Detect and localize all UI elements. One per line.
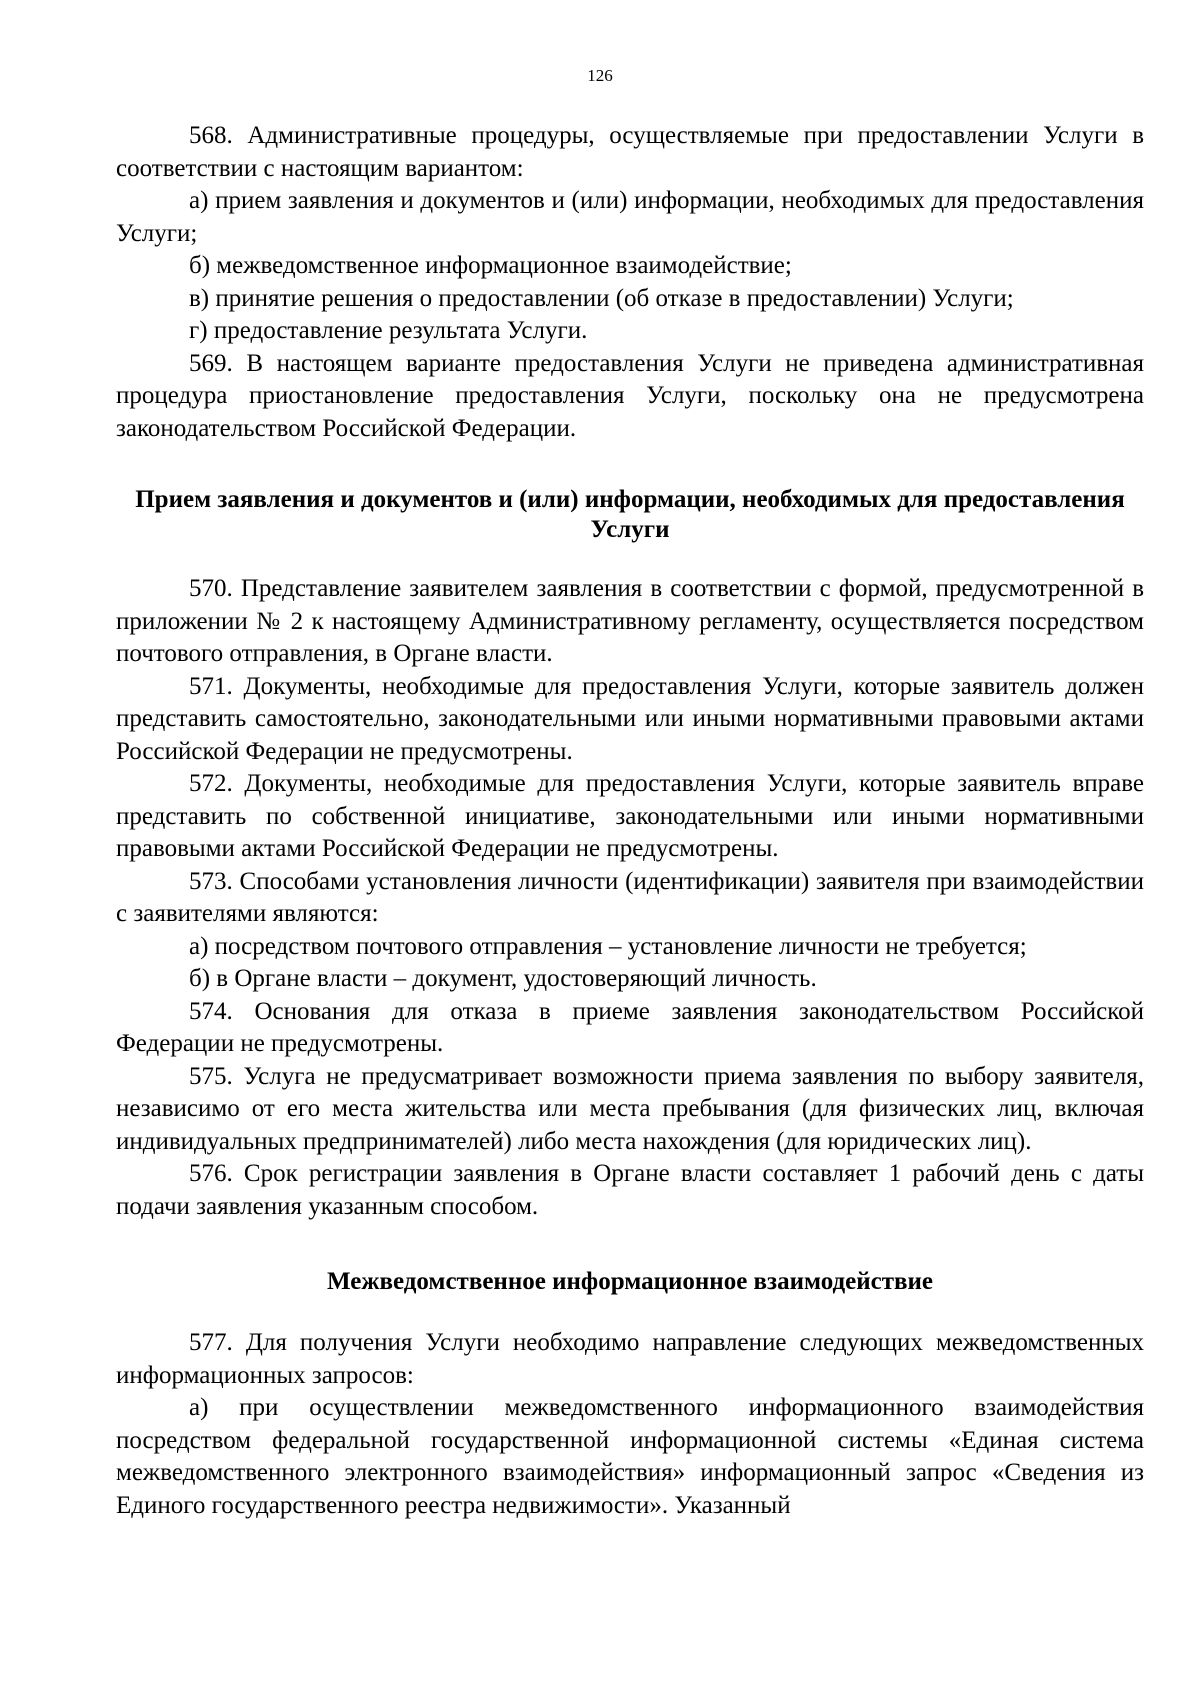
paragraph-573: 573. Способами установления личности (идентификации) заявителя при взаимодействии с заявителями являются: xyxy=(116,867,1144,927)
paragraph-576: 576. Срок регистрации заявления в Органе власти составляет 1 рабочий день с даты подачи заявления указанным способом. xyxy=(116,1160,1144,1220)
paragraph-568: 568. Административные процедуры, осуществляемые при предоставлении Услуги в соответствии с настоящим вариантом: xyxy=(116,122,1144,182)
paragraph-574: 574. Основания для отказа в приеме заявления законодательством Российской Федерации не предусмотрены. xyxy=(116,997,1144,1057)
list-item-577-a: а) при осуществлении межведомственного информационного взаимодействия посредством федеральной государственной информационной системы «Единая система межведомственного электронного взаимодействия» информационный запрос «Сведения из Единого государственного реестра недвижимости». Указанный xyxy=(116,1394,1144,1519)
list-item-573-b: б) в Органе власти – документ, удостоверяющий личность. xyxy=(189,965,817,992)
paragraph-570: 570. Представление заявителем заявления в соответствии с формой, предусмотренной в приложении № 2 к настоящему Административному регламенту, осуществляется посредством почтового отправления, в Органе власти. xyxy=(116,575,1144,667)
paragraph-575: 575. Услуга не предусматривает возможности приема заявления по выбору заявителя, независимо от его места жительства или места пребывания (для физических лиц, включая индивидуальных предпринимателей) либо места нахождения (для юридических лиц). xyxy=(116,1062,1144,1155)
list-item-g: г) предоставление результата Услуги. xyxy=(189,317,588,344)
list-item-573-a: а) посредством почтового отправления – установление личности не требуется; xyxy=(189,932,1027,960)
page-number: 126 xyxy=(587,66,613,85)
paragraph-571: 571. Документы, необходимые для предоставления Услуги, которые заявитель должен представить самостоятельно, законодательными или иными нормативными правовыми актами Российской Федерации не предусмотрены. xyxy=(116,672,1144,765)
list-item-v: в) принятие решения о предоставлении (об отказе в предоставлении) Услуги; xyxy=(189,284,1014,312)
list-item-b: б) межведомственное информационное взаимодействие; xyxy=(189,252,792,279)
section-heading-reception: Прием заявления и документов и (или) информации, необходимых для предоставления Услуги xyxy=(135,486,1125,543)
paragraph-572: 572. Документы, необходимые для предоставления Услуги, которые заявитель вправе представить по собственной инициативе, законодательными или иными нормативными правовыми актами Российской Федерации не предусмотрены. xyxy=(116,770,1144,862)
paragraph-577: 577. Для получения Услуги необходимо направление следующих межведомственных информационных запросов: xyxy=(116,1329,1144,1389)
section-heading-interagency: Межведомственное информационное взаимодействие xyxy=(327,1268,933,1295)
paragraph-569: 569. В настоящем варианте предоставления Услуги не приведена административная процедура приостановление предоставления Услуги, поскольку она не предусмотрена законодательством Российской Федерации. xyxy=(116,349,1144,442)
list-item-a: а) прием заявления и документов и (или) информации, необходимых для предоставления Услуги; xyxy=(116,187,1144,247)
document-body xyxy=(116,120,1144,1522)
